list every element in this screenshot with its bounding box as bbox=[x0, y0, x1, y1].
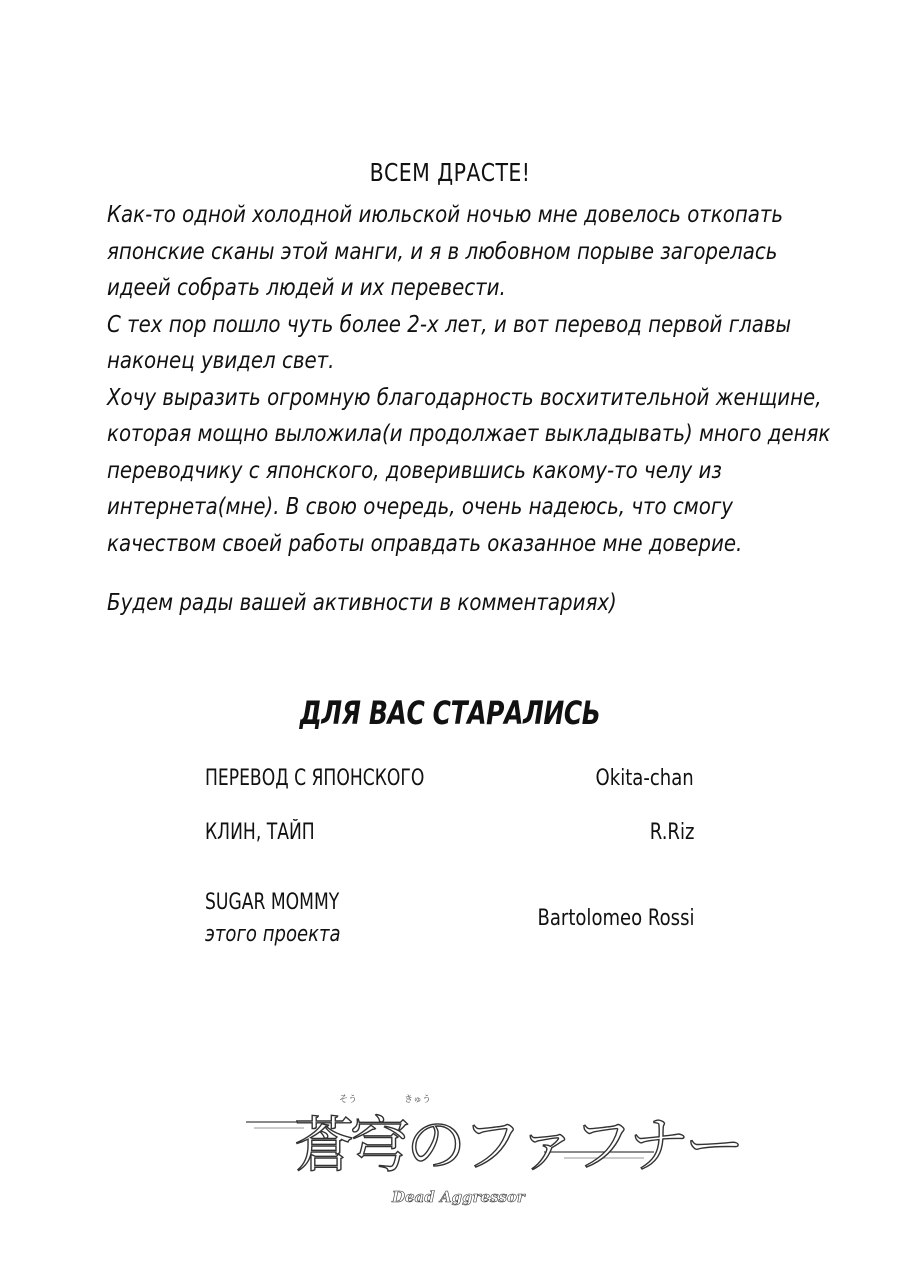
credit-role-sponsor: SUGAR MOMMY bbox=[205, 890, 340, 915]
credit-role-sponsor-sub: этого проекта bbox=[205, 922, 341, 947]
greeting-heading: ВСЕМ ДРАСТЕ! bbox=[369, 158, 531, 187]
logo-subtitle: Dead Aggressor bbox=[392, 1188, 525, 1206]
body-line: переводчику с японского, доверившись какому-то челу из bbox=[107, 457, 722, 484]
intro-paragraph bbox=[107, 197, 831, 562]
credit-role-clean-type: КЛИН, ТАЙП bbox=[205, 820, 315, 845]
closing-line: Будем рады вашей активности в комментариях) bbox=[107, 590, 617, 616]
logo-furigana-left: そう bbox=[339, 1095, 358, 1105]
body-line: идеей собрать людей и их перевести. bbox=[107, 275, 506, 301]
body-line: Как-то одной холодной июльской ночью мне довелось откопать bbox=[107, 202, 784, 228]
body-line: качеством своей работы оправдать оказанное мне доверие. bbox=[107, 530, 743, 557]
logo-furigana-right: きゅう bbox=[404, 1095, 432, 1105]
credit-role-translation: ПЕРЕВОД С ЯПОНСКОГО bbox=[205, 766, 425, 791]
body-line: японские сканы этой манги, и я в любовном порыве загорелась bbox=[107, 238, 778, 265]
body-line: С тех пор пошло чуть более 2-х лет, и вот перевод первой главы bbox=[107, 311, 792, 338]
body-line: интернета(мне). В свою очередь, очень надеюсь, что смогу bbox=[107, 494, 733, 520]
body-line: Хочу выразить огромную благодарность восхитительной женщине, bbox=[107, 384, 822, 411]
credit-name-translator: Okita-chan bbox=[595, 766, 694, 791]
body-line: которая мощно выложила(и продолжает выкладывать) много деняк bbox=[107, 421, 831, 447]
credit-name-cleaner: R.Riz bbox=[649, 820, 694, 845]
logo-title: 蒼穹のファフナー bbox=[294, 1111, 741, 1181]
body-line: наконец увидел свет. bbox=[107, 348, 335, 374]
credits-heading: ДЛЯ ВАС СТАРАЛИСЬ bbox=[299, 694, 601, 732]
series-logo bbox=[244, 1088, 741, 1210]
credit-name-sponsor: Bartolomeo Rossi bbox=[536, 906, 694, 931]
